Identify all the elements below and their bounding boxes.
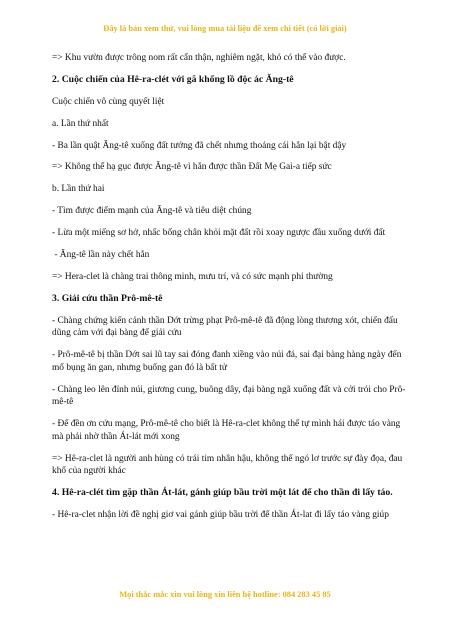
subheading: b. Lần thứ hai bbox=[52, 184, 105, 195]
paragraph: => Khu vườn được trông nom rất cẩn thận, nghiêm ngặt, khó có thể vào được. bbox=[52, 53, 346, 63]
paragraph: Cuộc chiến vô cùng quyết liệt bbox=[52, 96, 165, 107]
paragraph: - Ba lần quật Ăng-tê xuống đất tưởng đã chết nhưng thoáng cái hắn lại bật dậy bbox=[52, 140, 347, 151]
section-heading: 3. Giải cứu thần Prô-mê-tê bbox=[52, 292, 163, 304]
paragraph: - Prô-mê-tê bị thần Dớt sai lũ tay sai đóng đanh xiềng vào núi đá, sai đại bàng hàng ngày đến mổ bụng ăn gan, nhưng buổng gan đó là bất tử bbox=[52, 350, 402, 373]
preview-banner: Đây là bản xem thử, vui lòng mua tài liệu để xem chi tiết (có lời giải) bbox=[103, 24, 347, 33]
subheading: a. Lần thứ nhất bbox=[52, 118, 109, 129]
paragraph: - Chàng chứng kiến cảnh thần Dớt trừng phạt Prô-mê-tê đã động lòng thương xót, chiến đấu dũng cảm với đại bàng để giải cứu bbox=[52, 315, 398, 339]
document-body bbox=[52, 52, 407, 531]
paragraph: - Hê-ra-clet nhận lời đề nghị giơ vai gánh giúp bầu trời để thần Át-lat đi lấy táo vàng giúp bbox=[52, 510, 389, 520]
paragraph: - Tìm được điểm mạnh của Ăng-tê và tiêu diệt chúng bbox=[52, 206, 252, 217]
section-heading: 4. Hê-ra-clét tìm gặp thần Át-lát, gánh giúp bầu trời một lát để cho thần đi lấy táo. bbox=[52, 487, 393, 499]
paragraph: => Không thể hạ gục được Ăng-tê vì hắn được thần Đất Mẹ Gai-a tiếp sức bbox=[52, 162, 332, 173]
section-heading: 2. Cuộc chiến của Hê-ra-clét với gã khổng lồ độc ác Ăng-tê bbox=[52, 73, 294, 85]
paragraph: - Ăng-tê lần này chết hẳn bbox=[52, 250, 150, 261]
paragraph: - Để đền ơn cứu mạng, Prô-mê-tê cho biết là Hê-ra-clet không thể tự mình hái được táo vàng mà phải nhờ thần Át-lát mới xong bbox=[52, 419, 401, 442]
paragraph: => Hera-clet là chàng trai thông minh, mưu trí, và có sức mạnh phi thường bbox=[52, 271, 333, 282]
paragraph: - Lừa một miếng sơ hở, nhấc bổng chân khỏi mặt đất rồi xoay ngược đầu xuống dưới đất bbox=[52, 228, 386, 239]
paragraph: => Hê-ra-clet là người anh hùng có trái tim nhân hậu, không thể ngó lơ trước sự đày đọa, đau khổ của người khác bbox=[52, 453, 403, 477]
paragraph: - Chàng leo lên đỉnh núi, giương cung, buông dây, đại bàng ngã xuống đất và cởi trói cho Prô-mê-tê bbox=[52, 384, 406, 408]
hotline-footer: Mọi thắc mắc xin vui lòng xin liên hệ hotline: 084 283 45 85 bbox=[119, 590, 331, 599]
